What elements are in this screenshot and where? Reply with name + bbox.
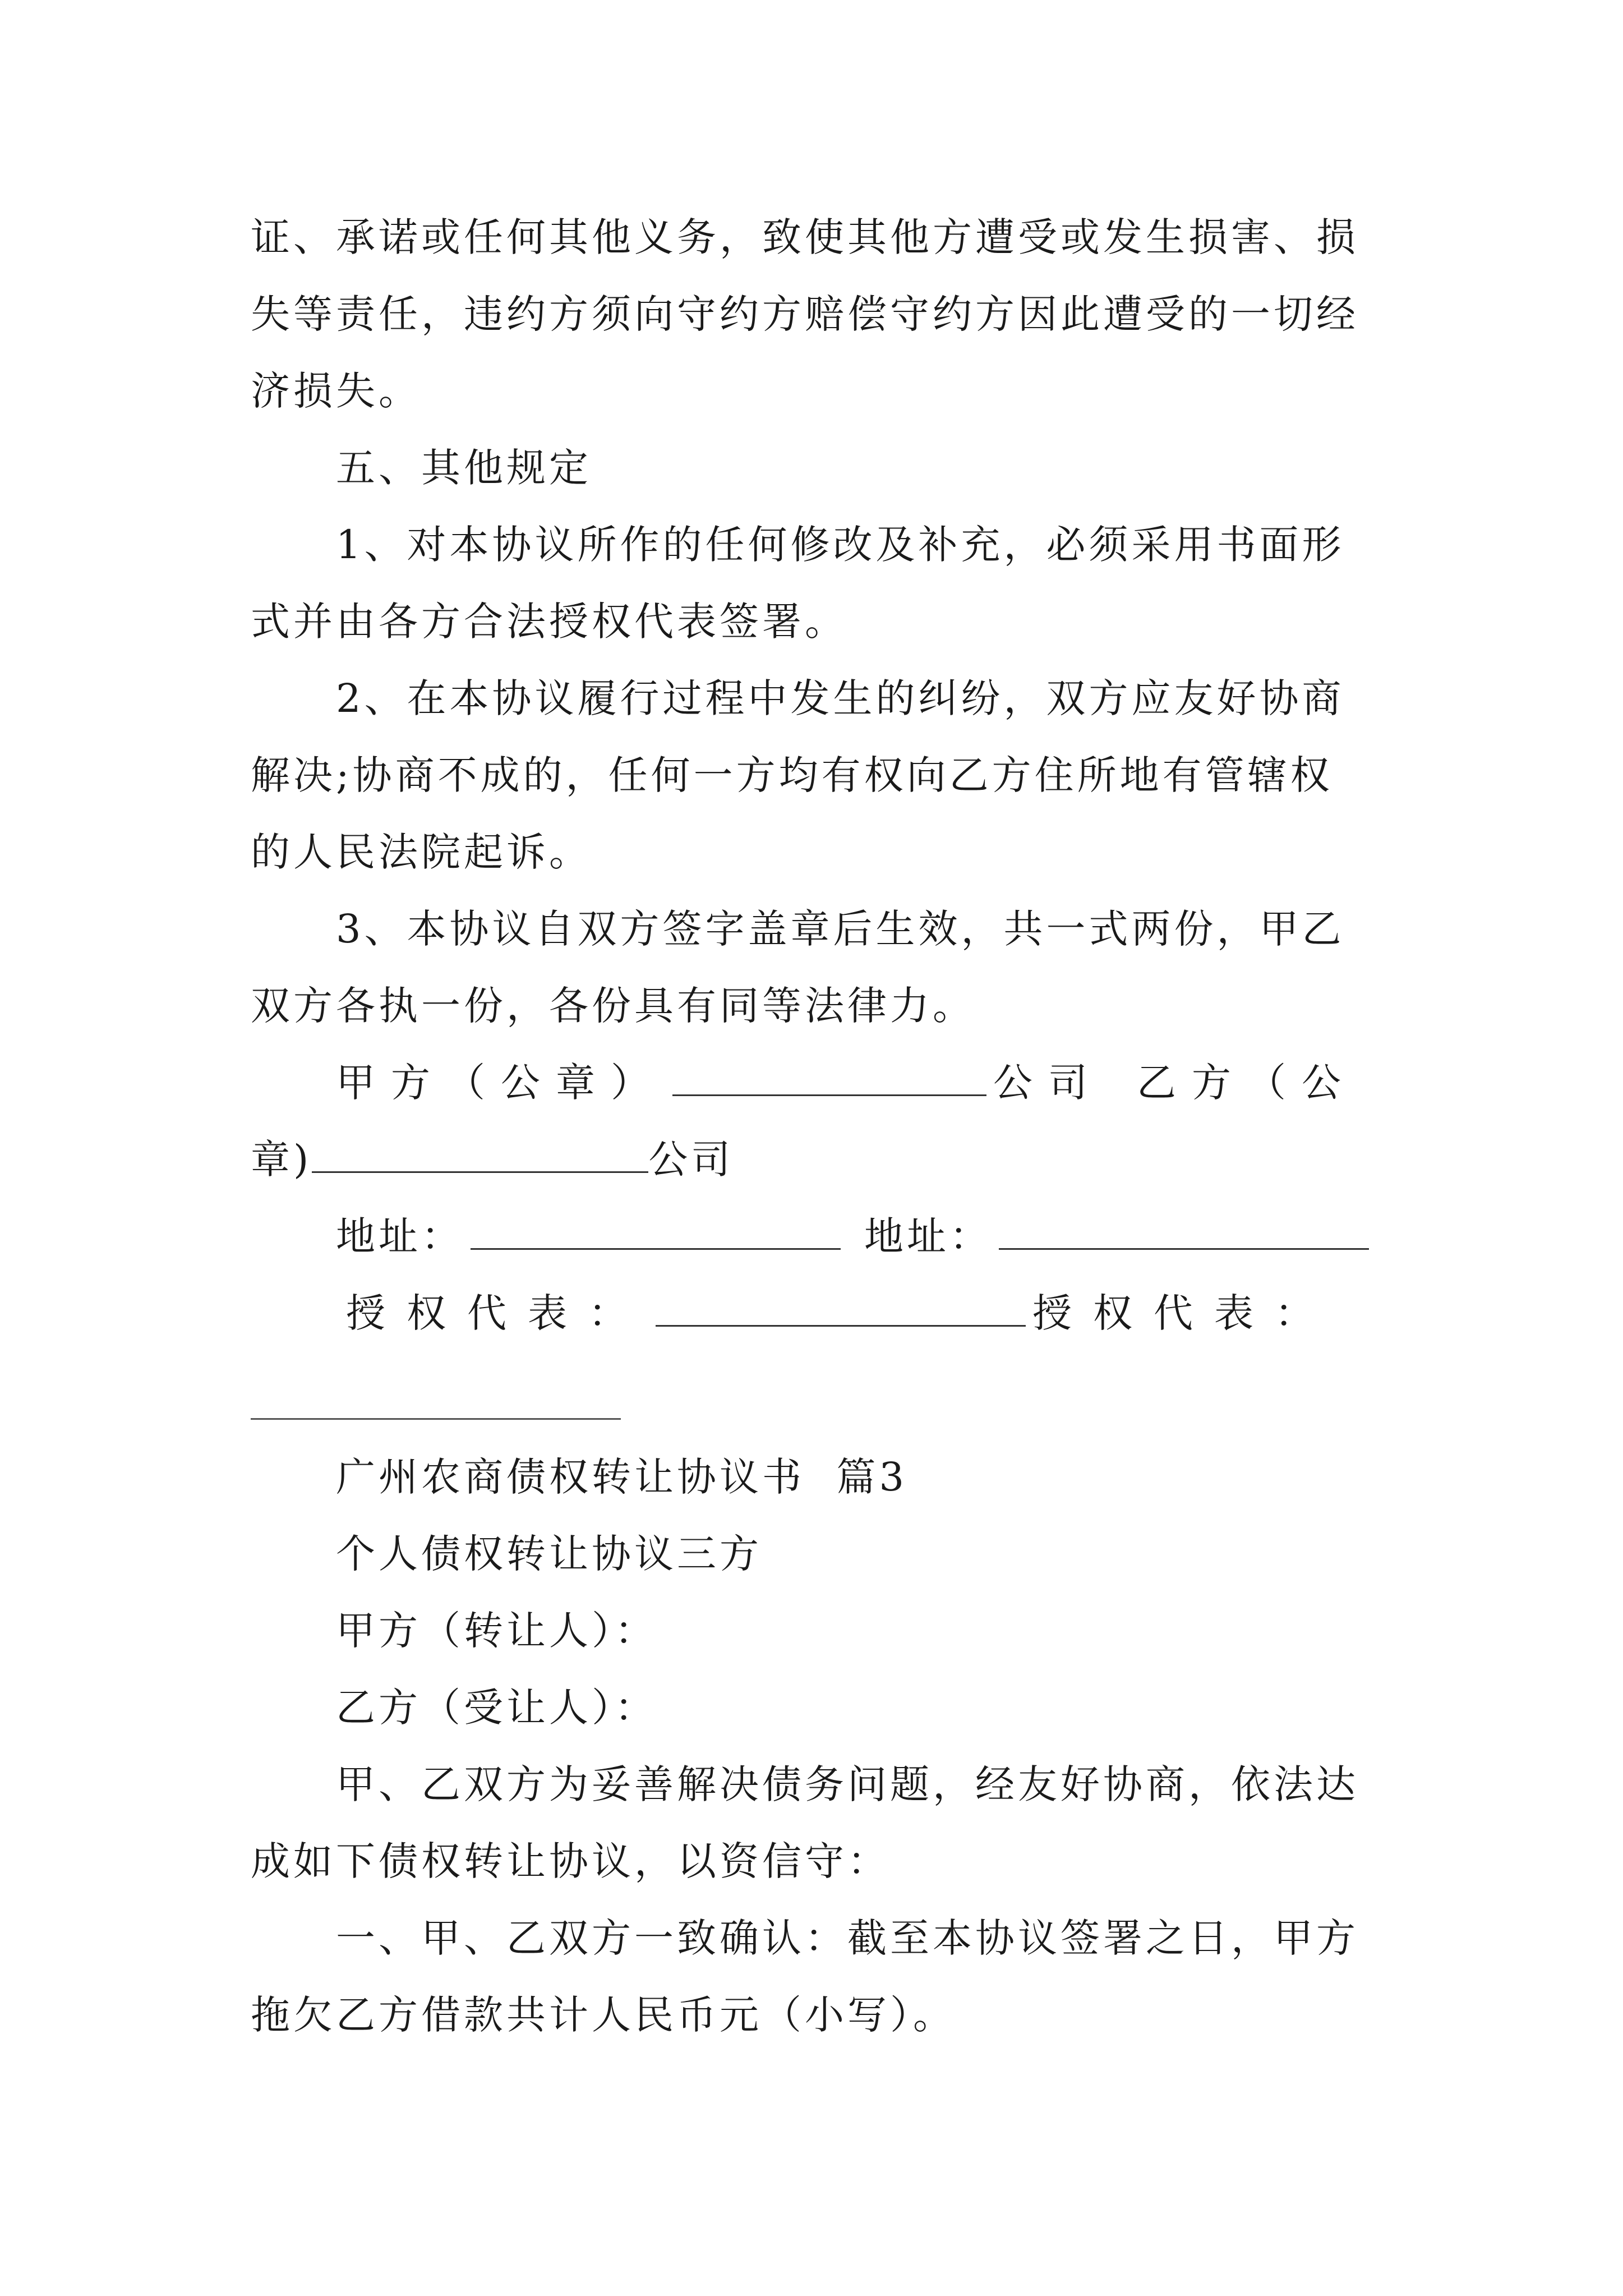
representative-line: [251, 1275, 1395, 1352]
intro-line: 成如下债权转让协议，以资信守：: [251, 1838, 890, 1884]
blank-underline-standalone: [251, 1418, 621, 1420]
blank-underline: [999, 1209, 1369, 1250]
section-heading: 五、其他规定: [336, 445, 592, 491]
signature-line-b: [251, 1121, 1395, 1198]
address-a-label: 地址：: [336, 1213, 464, 1259]
company-b-label: 公司: [648, 1137, 734, 1182]
rep-b-label: 授权代表：: [1032, 1290, 1335, 1336]
clause-line: 3、本协议自双方签字盖章后生效，共一式两份，甲乙: [336, 906, 1345, 952]
party-a-seal-label: 甲方（公章）: [336, 1060, 666, 1106]
paragraph-line: 失等责任，违约方须向守约方赔偿守约方因此遭受的一切经: [251, 291, 1359, 337]
part-heading: 广州农商债权转让协议书 篇3: [336, 1454, 908, 1500]
party-b-seal-label-end: 章): [251, 1137, 312, 1182]
rep-a-label: 授权代表：: [346, 1290, 649, 1336]
signature-line-a: [251, 1045, 1395, 1121]
clause-line: 式并由各方合法授权代表签署。: [251, 599, 847, 645]
clause-line: 1、对本协议所作的任何修改及补充，必须采用书面形: [336, 522, 1345, 568]
company-a-label: 公司: [993, 1060, 1103, 1106]
paragraph-line: 证、承诺或任何其他义务，致使其他方遭受或发生损害、损: [251, 214, 1359, 260]
blank-underline: [672, 1055, 986, 1096]
party-b-line: 乙方（受让人）：: [336, 1685, 657, 1731]
part-subtitle: 个人债权转让协议三方: [336, 1531, 762, 1577]
address-line: [251, 1198, 1395, 1275]
intro-line: 甲、乙双方为妥善解决债务问题，经友好协商，依法达: [336, 1761, 1359, 1807]
paragraph-line: 济损失。: [251, 368, 421, 414]
clause-line: 一、甲、乙双方一致确认：截至本协议签署之日，甲方: [336, 1915, 1359, 1961]
party-a-line: 甲方（转让人）：: [336, 1608, 657, 1654]
clause-line: 拖欠乙方借款共计人民币元（小写）。: [251, 1992, 956, 2038]
blank-underline: [312, 1132, 648, 1173]
address-b-label: 地址：: [864, 1213, 992, 1259]
blank-underline: [471, 1209, 841, 1250]
blank-underline: [656, 1286, 1026, 1327]
body-text-part3: [251, 1439, 1395, 2054]
clause-line: 解决;协商不成的，任何一方均有权向乙方住所地有管辖权: [251, 752, 1333, 798]
body-text-top: [251, 199, 1395, 1352]
party-b-seal-label: 乙方（公: [1137, 1060, 1357, 1106]
clause-line: 2、在本协议履行过程中发生的纠纷，双方应友好协商: [336, 675, 1345, 721]
clause-line: 双方各执一份，各份具有同等法律力。: [251, 983, 975, 1029]
clause-line: 的人民法院起诉。: [251, 829, 592, 875]
